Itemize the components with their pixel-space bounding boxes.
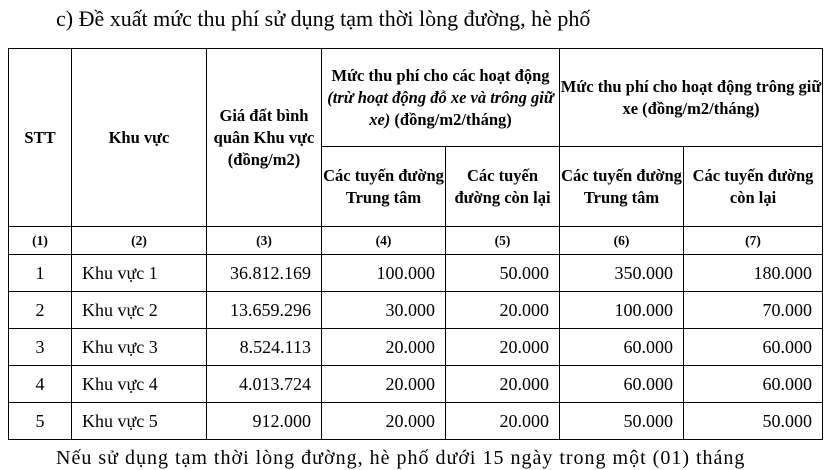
cell-price: 36.812.169 [207, 255, 322, 292]
cell-stt: 2 [9, 292, 72, 329]
header-other-parking: Các tuyến đường còn lại [684, 147, 823, 227]
header-price: Giá đất bình quân Khu vực (đồng/m2) [207, 49, 322, 227]
cell-area: Khu vực 2 [72, 292, 207, 329]
table-row [9, 329, 823, 366]
header-other-activity: Các tuyến đường còn lại [446, 147, 560, 227]
table-row [9, 255, 823, 292]
cell-other-activity: 20.000 [446, 329, 560, 366]
cell-other-parking: 180.000 [684, 255, 823, 292]
cell-other-activity: 20.000 [446, 292, 560, 329]
header-group-activity-italic: (trừ hoạt động đỗ xe và trông giữ xe) [327, 87, 554, 129]
cell-stt: 1 [9, 255, 72, 292]
cell-central-parking: 60.000 [560, 366, 684, 403]
cell-price: 912.000 [207, 403, 322, 440]
column-number: (4) [322, 227, 446, 255]
cell-price: 4.013.724 [207, 366, 322, 403]
cell-other-activity: 20.000 [446, 403, 560, 440]
fee-table [8, 48, 823, 440]
header-row-1 [9, 49, 823, 147]
header-central-parking: Các tuyến đường Trung tâm [560, 147, 684, 227]
header-central-activity: Các tuyến đường Trung tâm [322, 147, 446, 227]
column-number-row [9, 227, 823, 255]
cell-central-activity: 30.000 [322, 292, 446, 329]
cell-central-parking: 350.000 [560, 255, 684, 292]
footer-text: Nếu sử dụng tạm thời lòng đường, hè phố dưới 15 ngày trong một (01) tháng [56, 447, 746, 469]
cell-central-activity: 20.000 [322, 329, 446, 366]
column-number: (3) [207, 227, 322, 255]
cell-area: Khu vực 4 [72, 366, 207, 403]
cell-price: 13.659.296 [207, 292, 322, 329]
cell-other-parking: 50.000 [684, 403, 823, 440]
header-group-activity-pre: Mức thu phí cho các hoạt động [331, 65, 550, 85]
table-row [9, 366, 823, 403]
cell-stt: 5 [9, 403, 72, 440]
cell-price: 8.524.113 [207, 329, 322, 366]
cell-other-parking: 60.000 [684, 366, 823, 403]
column-number: (6) [560, 227, 684, 255]
cell-central-activity: 100.000 [322, 255, 446, 292]
cell-area: Khu vực 3 [72, 329, 207, 366]
column-number: (2) [72, 227, 207, 255]
cell-area: Khu vực 5 [72, 403, 207, 440]
cell-central-activity: 20.000 [322, 403, 446, 440]
cell-stt: 4 [9, 366, 72, 403]
column-number: (7) [684, 227, 823, 255]
cell-central-parking: 50.000 [560, 403, 684, 440]
cell-other-activity: 20.000 [446, 366, 560, 403]
cell-other-parking: 70.000 [684, 292, 823, 329]
header-group-activity-post: (đồng/m2/tháng) [390, 109, 512, 129]
header-stt: STT [9, 49, 72, 227]
cell-area: Khu vực 1 [72, 255, 207, 292]
section-heading: c) Đề xuất mức thu phí sử dụng tạm thời lòng đường, hè phố [56, 6, 591, 31]
cell-central-parking: 100.000 [560, 292, 684, 329]
table-row [9, 292, 823, 329]
cell-central-parking: 60.000 [560, 329, 684, 366]
header-area: Khu vực [72, 49, 207, 227]
cell-other-activity: 50.000 [446, 255, 560, 292]
column-number: (1) [9, 227, 72, 255]
cell-central-activity: 20.000 [322, 366, 446, 403]
column-number: (5) [446, 227, 560, 255]
cell-stt: 3 [9, 329, 72, 366]
table-row [9, 403, 823, 440]
header-group-activity [322, 49, 560, 147]
header-group-parking: Mức thu phí cho hoạt động trông giữ xe (đồng/m2/tháng) [560, 49, 823, 147]
cell-other-parking: 60.000 [684, 329, 823, 366]
